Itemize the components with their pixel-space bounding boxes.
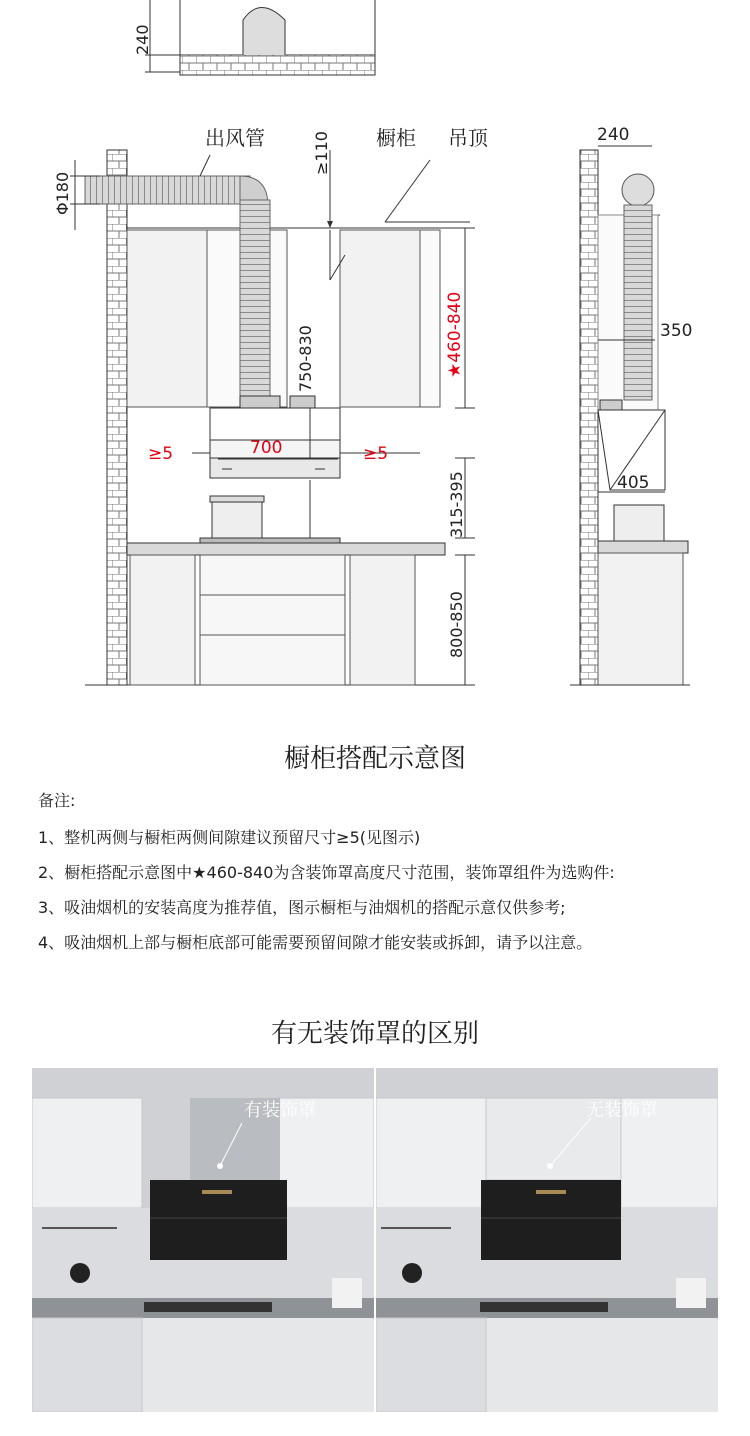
note-item-4: 4、吸油烟机上部与橱柜底部可能需要预留间隙才能安装或拆卸，请予以注意。 bbox=[38, 933, 593, 952]
dim-ge-110: ≥110 bbox=[312, 131, 331, 175]
dim-750-830: 750-830 bbox=[296, 325, 315, 392]
label-ceiling: 吊顶 bbox=[448, 126, 488, 150]
counter-with-pot bbox=[127, 496, 445, 685]
dim-700: 700 bbox=[250, 438, 283, 458]
notes bbox=[38, 790, 728, 960]
upper-cabinets bbox=[127, 230, 440, 407]
top-view bbox=[145, 0, 375, 75]
dim-460-840: ★460-840 bbox=[445, 291, 465, 378]
range-hood-front bbox=[210, 396, 340, 478]
label-with-cover: 有装饰罩 bbox=[244, 1100, 316, 1121]
label-without-cover: 无装饰罩 bbox=[586, 1100, 658, 1121]
dim-ge5-left: ≥5 bbox=[148, 444, 174, 464]
dim-800-850: 800-850 bbox=[447, 591, 466, 658]
notes-heading: 备注: bbox=[38, 791, 76, 810]
dim-ge5-right: ≥5 bbox=[363, 444, 389, 464]
dim-phi-180: Φ180 bbox=[53, 171, 72, 215]
side-view bbox=[570, 146, 693, 685]
label-cabinet: 橱柜 bbox=[376, 126, 416, 150]
dim-top-240: 240 bbox=[133, 24, 152, 55]
note-item-3: 3、吸油烟机的安装高度为推荐值，图示橱柜与油烟机的搭配示意仅供参考; bbox=[38, 898, 566, 917]
photo-with-cover bbox=[32, 1068, 374, 1412]
photo-without-cover bbox=[376, 1068, 718, 1412]
dim-side-350: 350 bbox=[660, 321, 693, 341]
note-item-1: 1、整机两侧与橱柜两侧间隙建议预留尺寸≥5(见图示) bbox=[38, 828, 421, 847]
cabinet-installation-diagram bbox=[0, 0, 750, 700]
section-title-cover-difference: 有无装饰罩的区别 bbox=[270, 1019, 479, 1049]
label-duct: 出风管 bbox=[205, 126, 265, 150]
note-item-2: 2、橱柜搭配示意图中★460-840为含装饰罩高度尺寸范围，装饰罩组件为选购件: bbox=[38, 863, 615, 882]
dim-side-240: 240 bbox=[597, 125, 630, 145]
dim-315-395: 315-395 bbox=[447, 471, 466, 538]
dim-side-405: 405 bbox=[617, 473, 650, 493]
section-title-cabinet-diagram: 橱柜搭配示意图 bbox=[283, 744, 466, 774]
wall-left bbox=[107, 150, 127, 685]
